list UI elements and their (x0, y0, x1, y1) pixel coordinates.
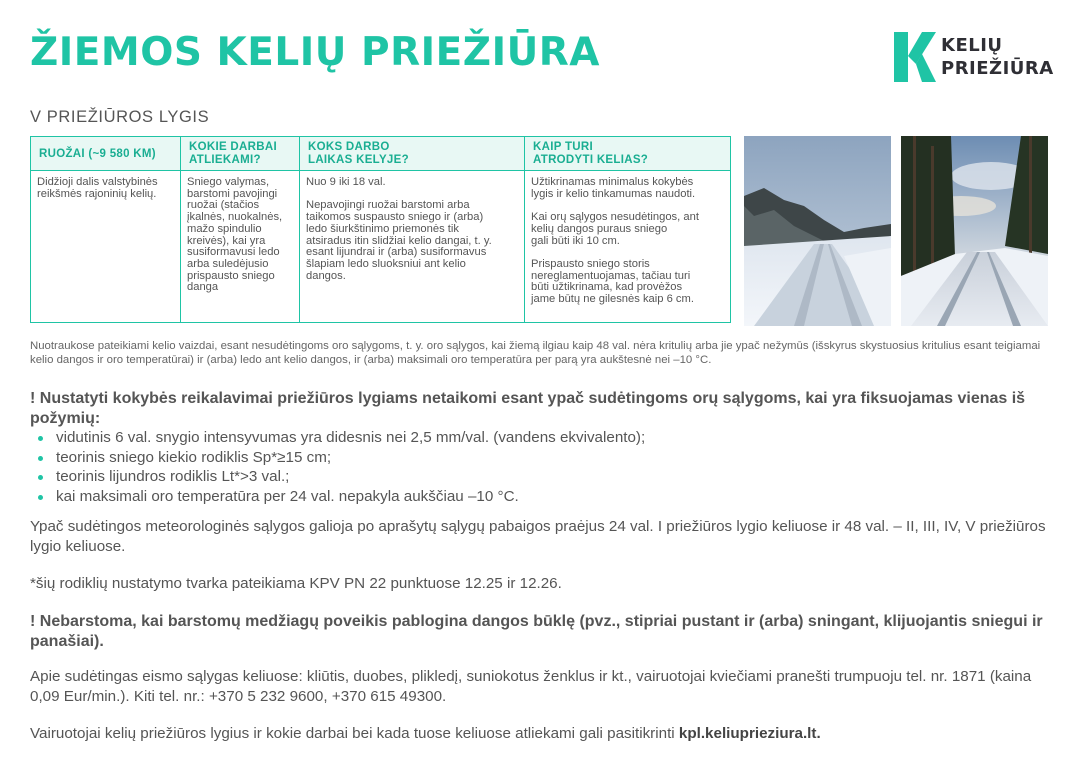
logo-text (941, 34, 1054, 80)
table-cell: Didžioji dalis valstybinės reikšmės rajoninių kelių. (31, 171, 181, 323)
column-header: KOKS DARBO LAIKAS KELYJE? (300, 137, 525, 171)
criteria-list (38, 428, 645, 506)
logo-k-icon (892, 30, 938, 84)
website-text: Vairuotojai kelių priežiūros lygius ir kokie darbai bei kada tuose keliuose atliekami gali pasitikrinti (30, 725, 679, 742)
list-item: teorinis sniego kiekio rodiklis Sp*≥15 cm; (38, 448, 645, 468)
paragraph-footnote: *šių rodiklių nustatymo tvarka pateikiama KPV PN 22 punktuose 12.25 ir 12.26. (30, 575, 562, 592)
road-photo-2 (901, 136, 1048, 326)
page-title: ŽIEMOS KELIŲ PRIEŽIŪRA (30, 30, 600, 75)
logo-line1: KELIŲ (941, 35, 1003, 56)
logo-line2: PRIEŽIŪRA (941, 58, 1054, 79)
paragraph-website (30, 724, 1050, 744)
column-header: RUOŽAI (~9 580 KM) (31, 137, 181, 171)
table-row (31, 171, 731, 323)
warning-severe-weather: ! Nustatyti kokybės reikalavimai priežiūros lygiams netaikomi esant ypač sudėtingoms orų sąlygoms, kai yra fiksuojamas vienas iš požymių: (30, 390, 1026, 427)
table-cell: Užtikrinamas minimalus kokybės lygis ir kelio tinkamumas naudoti. Kai orų sąlygos nesudėtingos, ant kelių dangos puraus sniego gali būti iki 10 cm. Prispausto sniego storis nereglamentuojamas, tačiau turi būti užtikrinama, kad provėžos jame būtų ne gilesnės kaip 6 cm. (525, 171, 731, 323)
table-cell: Nuo 9 iki 18 val. Nepavojingi ruožai barstomi arba taikomos suspausto sniego ir (arba) ledo šiurkštinimo priemonės tik atsiradus itin slidžiai kelio dangai, t. y. esant lijundrai ir (arba) susiformavus šlapiam ledo sluoksniui ant kelio dangos. (300, 171, 525, 323)
list-item: teorinis lijundros rodiklis Lt*>3 val.; (38, 467, 645, 487)
level-title: V PRIEŽIŪROS LYGIS (30, 108, 210, 126)
paragraph-duration: Ypač sudėtingos meteorologinės sąlygos galioja po aprašytų sąlygų pabaigos praėjus 24 val. I priežiūros lygio keliuose ir 48 val. – II, III, IV, V priežiūros lygio keliuose. (30, 518, 1046, 555)
column-header: KOKIE DARBAI ATLIEKAMI? (181, 137, 300, 171)
website-link[interactable]: kpl.keliuprieziura.lt. (678, 725, 821, 742)
table-header-row (31, 137, 731, 171)
warning-no-spreading: ! Nebarstoma, kai barstomų medžiagų poveikis pablogina dangos būklę (pvz., stipriai pustant ir (arba) sningant, klijuojantis sniegui ir panašiai). (30, 613, 1043, 650)
list-item: kai maksimali oro temperatūra per 24 val. nepakyla aukščiau –10 °C. (38, 487, 645, 507)
road-photo-1 (744, 136, 891, 326)
list-item: vidutinis 6 val. snygio intensyvumas yra didesnis nei 2,5 mm/val. (vandens ekvivalento); (38, 428, 645, 448)
column-header: KAIP TURI ATRODYTI KELIAS? (525, 137, 731, 171)
maintenance-level-table (30, 136, 731, 323)
brand-logo[interactable] (892, 30, 1062, 85)
paragraph-contacts: Apie sudėtingas eismo sąlygas keliuose: kliūtis, duobes, plikledį, suniokotus ženklus ir kt., vairuotojai kviečiami pranešti trumpuoju tel. nr. 1871 (kaina 0,09 Eur/min.). Kiti tel. nr.: +370 5 232 9600, +370 615 49300. (30, 668, 1032, 705)
table-cell: Sniego valymas, barstomi pavojingi ruožai (stačios įkalnės, nuokalnės, mažo spindulio kreivės), kai yra susiformavusi ledo arba suledėjusio prispausto sniego danga (181, 171, 300, 323)
photo-note: Nuotraukose pateikiami kelio vaizdai, esant nesudėtingoms oro sąlygoms, t. y. oro sąlygos, kai žiemą ilgiau kaip 48 val. nėra kritulių arba jie ypač nežymūs (išskyrus skystuosius kritulius esant teigiamai kelio dangos ir oro temperatūrai) ir (arba) ledo ant kelio dangos, ir (arba) maksimali oro temperatūra per parą yra aukštesnė nei –10 °C. (30, 340, 1041, 366)
